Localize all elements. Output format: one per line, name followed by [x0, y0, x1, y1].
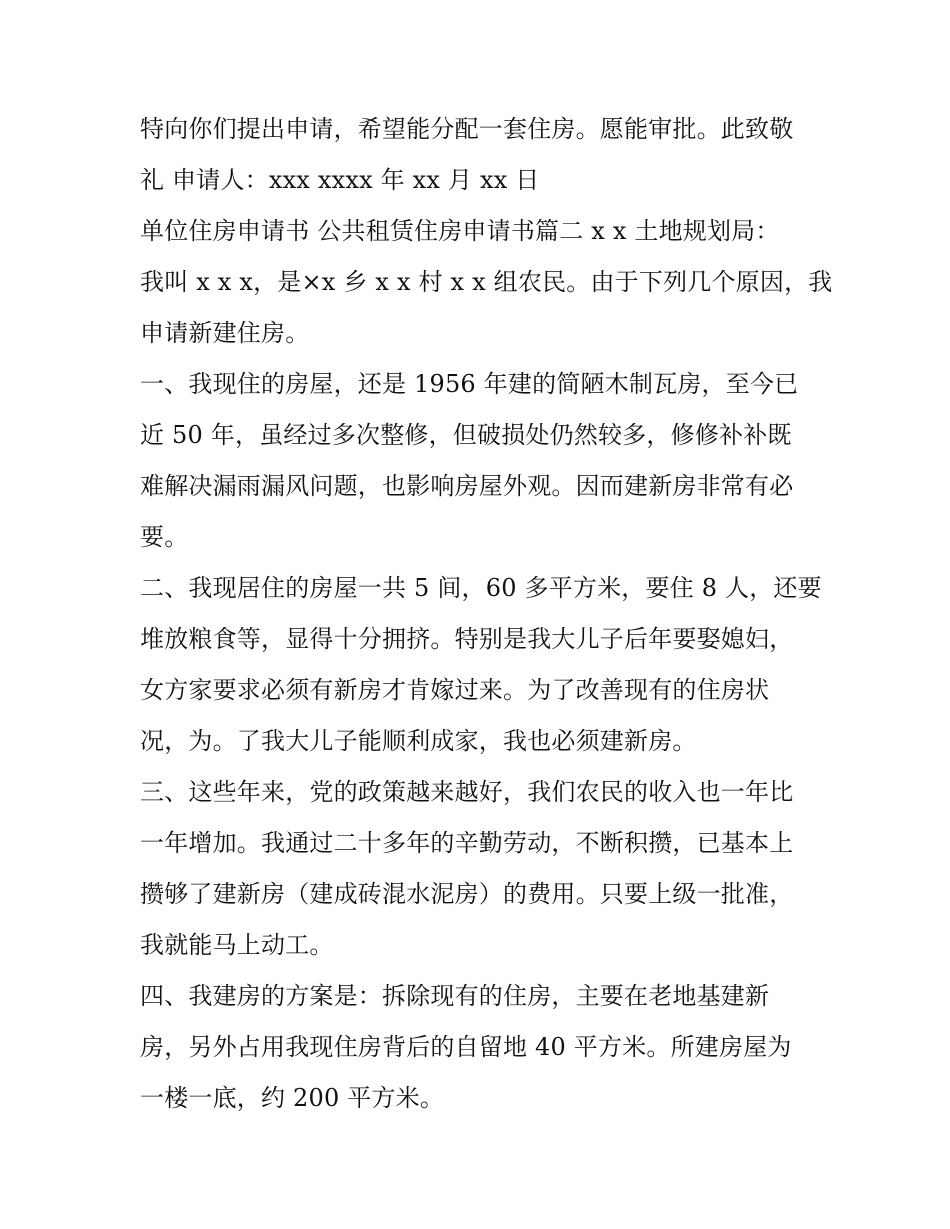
text-line: 近 50 年，虽经过多次整修，但破损处仍然较多，修修补补既 [140, 421, 792, 449]
text-line: 要。 [140, 523, 189, 551]
text-line: 难解决漏雨漏风问题，也影响房屋外观。因而建新房非常有必 [140, 472, 794, 500]
text-line: 堆放粮食等，显得十分拥挤。特别是我大儿子后年要娶媳妇， [140, 625, 794, 653]
text-line: 二、我现居住的房屋一共 5 间，60 多平方米，要住 8 人，还要 [140, 574, 822, 602]
text-line: 四、我建房的方案是：拆除现有的住房，主要在老地基建新 [140, 982, 770, 1010]
text-line: 礼 申请人：xxx xxxx 年 xx 月 xx 日 [140, 166, 540, 194]
text-line: 我叫 x x x，是×x 乡 x x 村 x x 组农民。由于下列几个原因，我 [140, 268, 833, 296]
text-line: 女方家要求必须有新房才肯嫁过来。为了改善现有的住房状 [140, 676, 770, 704]
text-line: 一、我现住的房屋，还是 1956 年建的简陋木制瓦房，至今已 [140, 370, 799, 398]
text-line: 房，另外占用我现住房背后的自留地 40 平方米。所建房屋为 [140, 1033, 792, 1061]
text-line: 况，为。了我大儿子能顺利成家，我也必须建新房。 [140, 727, 697, 755]
text-line: 一年增加。我通过二十多年的辛勤劳动，不断积攒，已基本上 [140, 829, 794, 857]
document-body [140, 104, 833, 1124]
text-line: 我就能马上动工。 [140, 931, 334, 959]
text-line: 一楼一底，约 200 平方米。 [140, 1084, 445, 1112]
text-line: 攒够了建新房（建成砖混水泥房）的费用。只要上级一批准， [140, 880, 794, 908]
text-line: 特向你们提出申请，希望能分配一套住房。愿能审批。此致敬 [140, 115, 794, 143]
text-line: 申请新建住房。 [140, 319, 310, 347]
text-line: 单位住房申请书 公共租赁住房申请书篇二 x x 土地规划局： [140, 217, 780, 245]
text-line: 三、这些年来，党的政策越来越好，我们农民的收入也一年比 [140, 778, 794, 806]
